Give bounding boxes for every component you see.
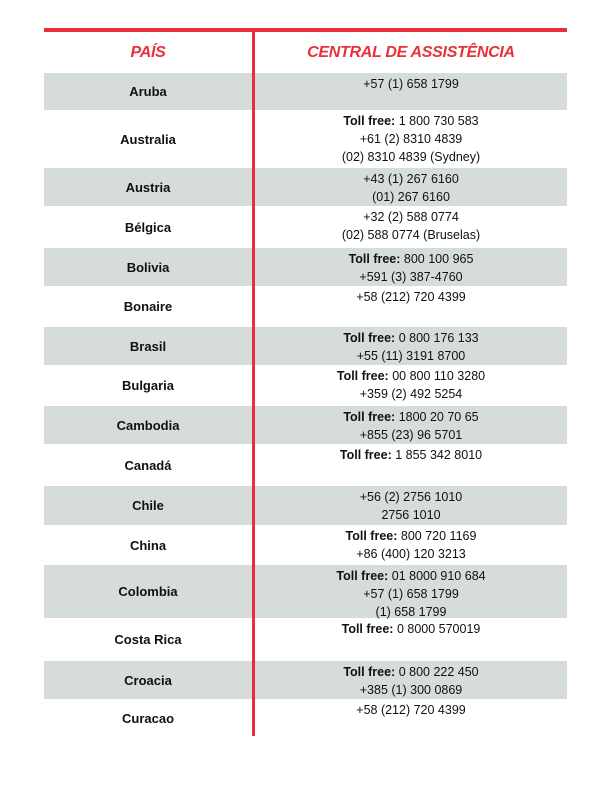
toll-free-label: Toll free:	[343, 114, 396, 128]
contact-numbers	[255, 208, 567, 244]
phone-line	[255, 226, 567, 244]
country-name: Bolivia	[126, 259, 170, 275]
toll-free-label: Toll free:	[343, 665, 396, 679]
phone-line	[255, 527, 567, 545]
contact-numbers	[255, 170, 567, 206]
toll-free-label: Toll free:	[341, 622, 394, 636]
phone-number: +32 (2) 588 0774	[363, 210, 459, 224]
country-name: Bonaire	[123, 299, 173, 314]
table-row	[44, 565, 567, 618]
contact-numbers	[255, 408, 567, 444]
table-row	[44, 73, 567, 110]
phone-number: +359 (2) 492 5254	[359, 387, 463, 401]
country-name: Cambodia	[116, 417, 180, 433]
phone-number: +57 (1) 658 1799	[363, 587, 459, 601]
toll-free-label: Toll free:	[343, 410, 396, 424]
table-row	[44, 110, 567, 168]
phone-line	[255, 567, 567, 585]
contact-numbers	[255, 250, 567, 286]
toll-free-label: Toll free:	[348, 252, 401, 266]
toll-free-label: Toll free:	[336, 569, 389, 583]
table-row	[44, 248, 567, 286]
phone-line	[255, 288, 567, 306]
phone-line	[255, 426, 567, 444]
table-row	[44, 365, 567, 406]
phone-line	[255, 268, 567, 286]
country-name: Brasil	[129, 338, 167, 354]
phone-number: 00 800 110 3280	[392, 369, 486, 383]
phone-number: 1800 20 70 65	[398, 410, 479, 424]
table-row	[44, 699, 567, 738]
country-table	[44, 73, 567, 738]
phone-number: 2756 1010	[381, 508, 441, 522]
phone-number: (01) 267 6160	[372, 190, 450, 204]
phone-number: 1 800 730 583	[398, 114, 479, 128]
phone-number: +57 (1) 658 1799	[363, 77, 459, 91]
phone-number: 01 8000 910 684	[391, 569, 486, 583]
phone-line	[255, 75, 567, 93]
phone-line	[255, 188, 567, 206]
phone-line	[255, 250, 567, 268]
phone-line	[255, 367, 567, 385]
table-row	[44, 327, 567, 365]
country-name: Curacao	[121, 711, 175, 726]
table-row	[44, 486, 567, 525]
phone-number: +58 (212) 720 4399	[356, 703, 466, 717]
country-name: Chile	[132, 498, 164, 513]
phone-number: 0 800 176 133	[398, 331, 479, 345]
table-row	[44, 406, 567, 444]
phone-number: 800 720 1169	[400, 529, 477, 543]
phone-line	[255, 446, 567, 464]
country-column-header: PAÍS	[130, 43, 166, 61]
phone-number: +56 (2) 2756 1010	[359, 490, 463, 504]
contact-column-header: CENTRAL DE ASSISTÊNCIA	[307, 43, 515, 61]
phone-line	[255, 488, 567, 506]
country-name: Canadá	[124, 457, 172, 473]
contact-numbers	[255, 446, 567, 464]
phone-number: (02) 588 0774 (Bruselas)	[341, 228, 481, 242]
phone-number: +43 (1) 267 6160	[363, 172, 459, 186]
contact-numbers	[255, 663, 567, 699]
phone-number: (02) 8310 4839 (Sydney)	[341, 150, 481, 164]
phone-line	[255, 170, 567, 188]
toll-free-label: Toll free:	[343, 331, 396, 345]
phone-number: 800 100 965	[403, 252, 474, 266]
table-row	[44, 206, 567, 248]
phone-number: (1) 658 1799	[375, 605, 447, 619]
phone-line	[255, 148, 567, 166]
phone-line	[255, 130, 567, 148]
phone-line	[255, 681, 567, 699]
phone-line	[255, 663, 567, 681]
phone-number: 0 800 222 450	[398, 665, 479, 679]
column-divider	[252, 28, 255, 736]
contact-numbers	[255, 112, 567, 166]
contact-numbers	[255, 701, 567, 719]
contact-numbers	[255, 620, 567, 638]
table-row	[44, 168, 567, 206]
country-name: Australia	[120, 131, 176, 147]
phone-number: +55 (11) 3191 8700	[356, 349, 466, 363]
contact-numbers	[255, 567, 567, 621]
table-row	[44, 661, 567, 699]
phone-line	[255, 545, 567, 563]
phone-line	[255, 208, 567, 226]
country-name: Colombia	[118, 584, 178, 599]
contact-numbers	[255, 488, 567, 524]
phone-number: +591 (3) 387-4760	[359, 270, 463, 284]
contact-numbers	[255, 527, 567, 563]
country-name: Croacia	[124, 672, 172, 688]
phone-line	[255, 701, 567, 719]
phone-line	[255, 585, 567, 603]
table-row	[44, 444, 567, 486]
phone-line	[255, 408, 567, 426]
phone-line	[255, 112, 567, 130]
phone-number: +855 (23) 96 5701	[359, 428, 463, 442]
country-name: Aruba	[129, 84, 167, 99]
phone-line	[255, 506, 567, 524]
phone-line	[255, 329, 567, 347]
phone-number: 0 8000 570019	[396, 622, 481, 636]
phone-number: +58 (212) 720 4399	[356, 290, 466, 304]
phone-number: 1 855 342 8010	[395, 448, 483, 462]
toll-free-label: Toll free:	[345, 529, 398, 543]
country-name: Austria	[125, 179, 171, 195]
contact-numbers	[255, 288, 567, 306]
phone-number: +61 (2) 8310 4839	[359, 132, 463, 146]
contact-numbers	[255, 75, 567, 93]
contact-numbers	[255, 329, 567, 365]
toll-free-label: Toll free:	[339, 448, 392, 462]
table-row	[44, 618, 567, 661]
country-name: Bulgaria	[121, 378, 174, 393]
phone-number: +86 (400) 120 3213	[356, 547, 466, 561]
country-name: Costa Rica	[114, 632, 182, 647]
phone-line	[255, 620, 567, 638]
table-row	[44, 525, 567, 565]
table-row	[44, 286, 567, 327]
country-name: Bélgica	[124, 219, 172, 235]
phone-line	[255, 347, 567, 365]
contact-numbers	[255, 367, 567, 403]
phone-number: +385 (1) 300 0869	[359, 683, 463, 697]
country-name: China	[129, 537, 167, 553]
phone-line	[255, 385, 567, 403]
toll-free-label: Toll free:	[336, 369, 389, 383]
